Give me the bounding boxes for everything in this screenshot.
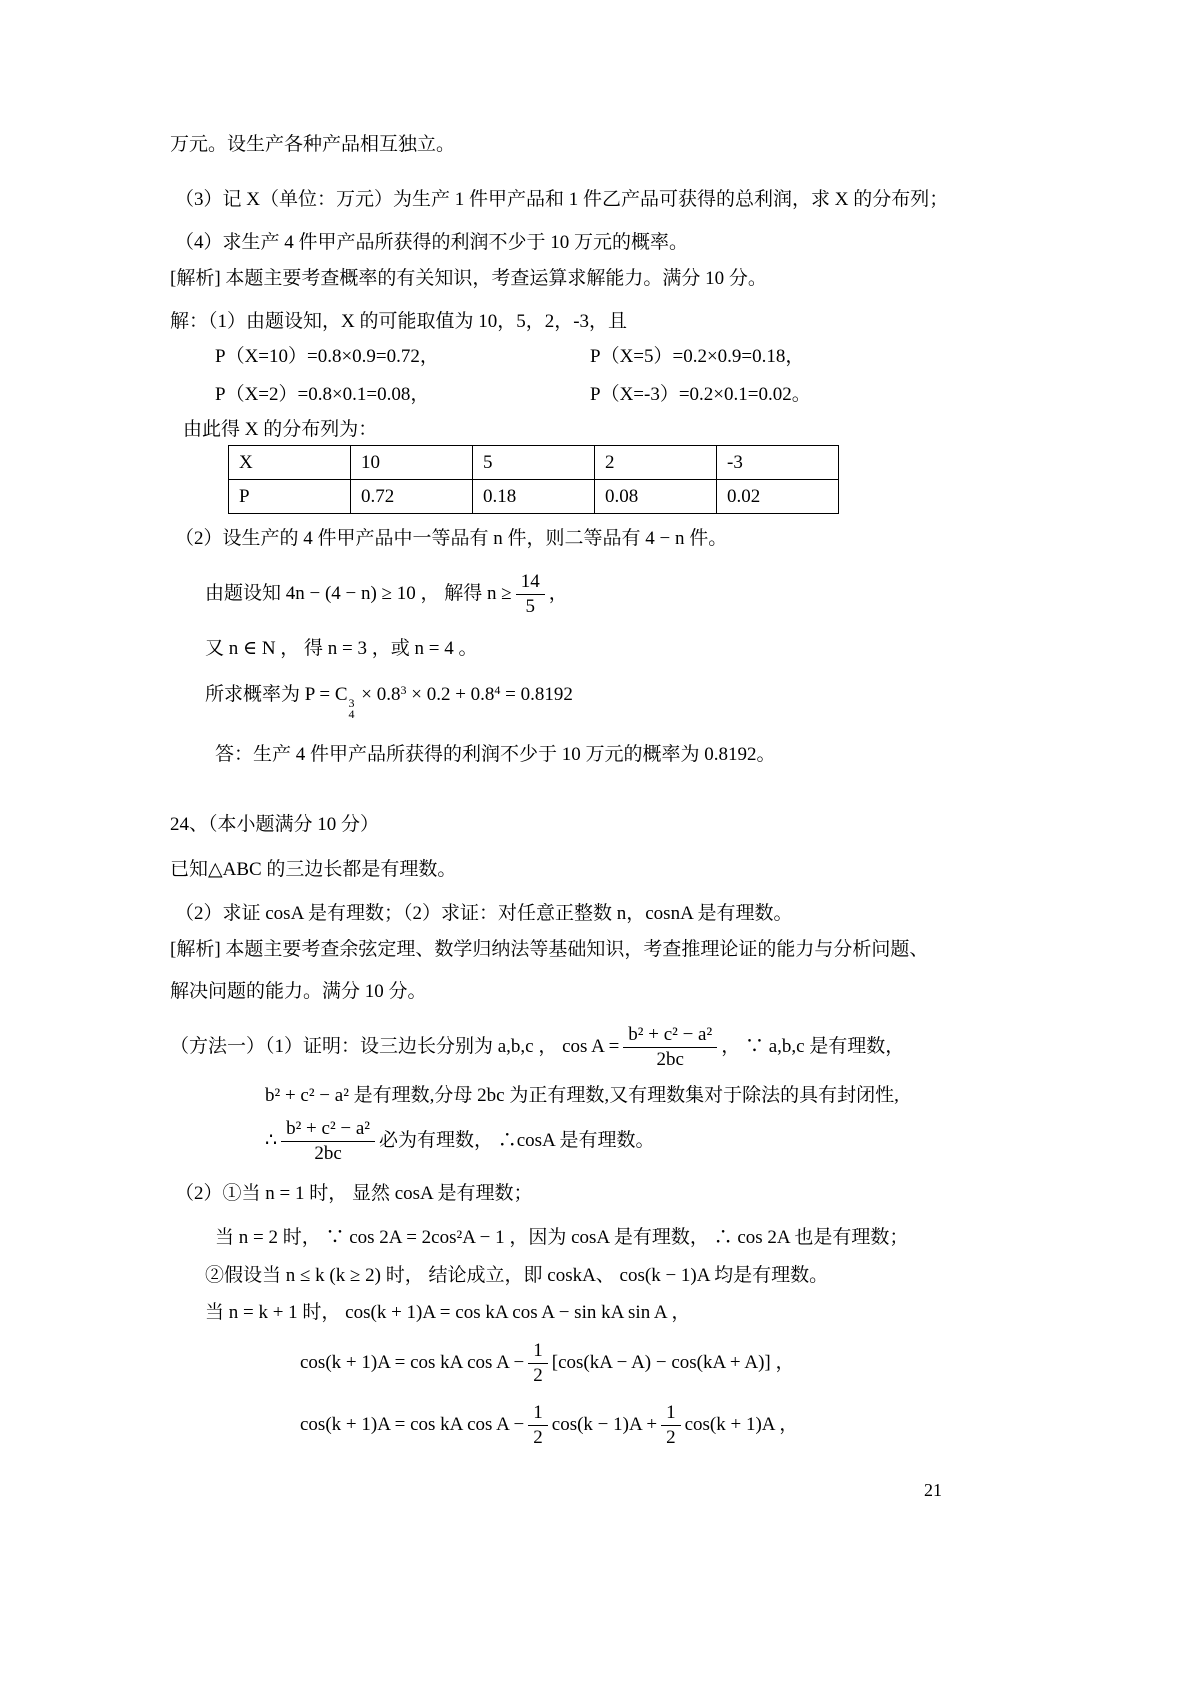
n-values-line: 又 n ∈ N ， 得 n = 3 ，或 n = 4 。 [205, 638, 478, 659]
table-intro: 由此得 X 的分布列为： [183, 419, 378, 440]
induction-step2: 当 n = 2 时， ∵ cos 2A = 2cos²A − 1 ，因为 cosA 是有理数， ∴ cos 2A 也是有理数； [215, 1227, 909, 1248]
conclusion1-post: 必为有理数， ∴cosA 是有理数。 [378, 1130, 655, 1151]
inequality-pre: 由题设知 4n − (4 − n) ≥ 10 ， 解得 n ≥ [205, 583, 512, 604]
inequality-post: ， [548, 583, 568, 604]
fraction-numerator: b² + c² − a² [623, 1024, 717, 1048]
exponent-4: 4 [494, 683, 501, 697]
formula2-post: cos(k + 1)A ， [684, 1414, 799, 1435]
table-cell: 0.02 [717, 480, 839, 514]
table-cell: 0.18 [473, 480, 595, 514]
fraction-denominator: 2 [666, 1426, 676, 1448]
method1-pre: （方法一）（1）证明：设三边长分别为 a,b,c ， cos A = [170, 1036, 620, 1057]
problem24-parts: （2）求证 cosA 是有理数；（2）求证：对任意正整数 n，cosnA 是有理数。 [175, 903, 793, 924]
formula2-pre: cos(k + 1)A = cos kA cos A − [300, 1414, 525, 1435]
table-row-p [229, 480, 839, 514]
fraction-numerator: 1 [661, 1402, 681, 1426]
fraction-denominator: 5 [525, 595, 535, 617]
formula-line-2 [300, 1397, 1035, 1453]
prob-x-2: P（X=2）=0.8×0.1=0.08， [215, 384, 430, 405]
table-cell: 0.08 [595, 480, 717, 514]
page-number: 21 [924, 1480, 942, 1500]
table-cell: -3 [717, 446, 839, 480]
method1-proof-line [170, 1019, 1035, 1075]
exponent-3: 3 [400, 683, 407, 697]
fraction-numerator: 14 [516, 571, 545, 595]
prob-x-5: P（X=5）=0.2×0.9=0.18， [590, 346, 805, 367]
answer-line: 答：生产 4 件甲产品所获得的利润不少于 10 万元的概率为 0.8192。 [215, 744, 776, 765]
fraction-denominator: 2bc [656, 1048, 684, 1070]
combination-sub: 4 [348, 707, 355, 721]
fraction-numerator: 1 [528, 1340, 548, 1364]
formula1-pre: cos(k + 1)A = cos kA cos A − [300, 1352, 525, 1373]
fraction-numerator: 1 [528, 1402, 548, 1426]
solution-part1-intro: 解：（1）由题设知，X 的可能取值为 10，5，2，-3，且 [170, 311, 628, 332]
prob-calc-mid1: × 0.8 [356, 684, 401, 705]
paragraph-independence: 万元。设生产各种产品相互独立。 [170, 134, 456, 155]
problem24-heading: 24、（本小题满分 10 分） [170, 814, 380, 835]
method1-post: ， ∵ a,b,c 是有理数， [721, 1036, 905, 1057]
fraction-denominator: 2bc [314, 1142, 342, 1164]
half-fraction-1 [528, 1402, 548, 1449]
fraction-numerator: b² + c² − a² [281, 1118, 375, 1142]
analysis-note-24-line2: 解决问题的能力。满分 10 分。 [170, 981, 427, 1002]
cosine-fraction [623, 1024, 717, 1071]
conclusion1-line [265, 1113, 1035, 1169]
analysis-note-24-line1: [解析] 本题主要考查余弦定理、数学归纳法等基础知识，考查推理论证的能力与分析问题、 [170, 939, 929, 960]
prob-calc-result: = 0.8192 [500, 684, 573, 705]
combination-supsub [349, 698, 355, 720]
table-cell: P [229, 480, 351, 514]
induction-step1: （2）①当 n = 1 时， 显然 cosA 是有理数； [175, 1183, 533, 1204]
formula-line-1 [300, 1335, 1035, 1391]
formula2-mid: cos(k − 1)A + [551, 1414, 658, 1435]
closure-property-line: b² + c² − a² 是有理数,分母 2bc 为正有理数,又有理数集对于除法的具有封闭性, [265, 1085, 899, 1106]
table-cell: 0.72 [351, 480, 473, 514]
probability-calculation [205, 682, 1035, 720]
half-fraction-2 [661, 1402, 681, 1449]
question-part4: （4）求生产 4 件甲产品所获得的利润不少于 10 万元的概率。 [175, 232, 689, 253]
fraction-14-5 [516, 571, 545, 618]
conclusion1-pre: ∴ [265, 1130, 278, 1151]
induction-hypothesis: ②假设当 n ≤ k (k ≥ 2) 时， 结论成立，即 coskA、 cos(k − 1)A 均是有理数。 [205, 1265, 829, 1286]
inequality-line [205, 566, 1035, 622]
solution-part2-intro: （2）设生产的 4 件甲产品中一等品有 n 件，则二等品有 4 − n 件。 [175, 528, 728, 549]
prob-x-neg3: P（X=-3）=0.2×0.1=0.02。 [590, 384, 811, 405]
half-fraction [528, 1340, 548, 1387]
table-cell: 2 [595, 446, 717, 480]
probability-row-2 [215, 382, 1035, 408]
prob-calc-mid2: × 0.2 + 0.8 [406, 684, 495, 705]
formula1-post: [cos(kA − A) − cos(kA + A)] ， [551, 1352, 795, 1373]
prob-calc-pre: 所求概率为 P = C [205, 684, 348, 705]
question-part3: （3）记 X（单位：万元）为生产 1 件甲产品和 1 件乙产品可获得的总利润，求 X 的分布列； [175, 189, 949, 210]
induction-step-k1: 当 n = k + 1 时， cos(k + 1)A = cos kA cos A − sin kA sin A ， [205, 1302, 691, 1323]
probability-row-1 [215, 344, 1035, 370]
table-cell: X [229, 446, 351, 480]
table-cell: 5 [473, 446, 595, 480]
prob-x-10: P（X=10）=0.8×0.9=0.72， [215, 346, 439, 367]
problem24-given: 已知△ABC 的三边长都是有理数。 [170, 859, 457, 880]
combination-sup: 3 [348, 696, 355, 710]
table-row-x [229, 446, 839, 480]
cosine-fraction-2 [281, 1118, 375, 1165]
distribution-table [228, 445, 839, 514]
table-cell: 10 [351, 446, 473, 480]
fraction-denominator: 2 [533, 1364, 543, 1386]
analysis-note-23: [解析] 本题主要考查概率的有关知识，考查运算求解能力。满分 10 分。 [170, 268, 767, 289]
fraction-denominator: 2 [533, 1426, 543, 1448]
